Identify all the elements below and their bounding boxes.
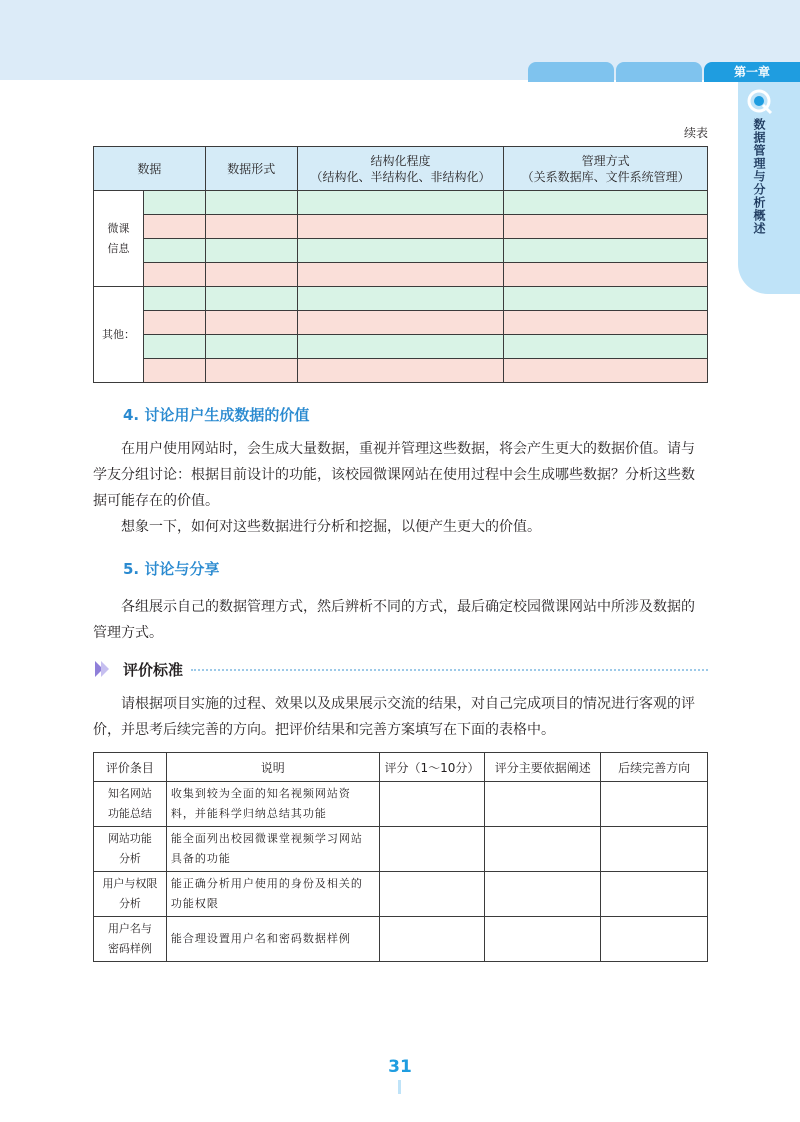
chapter-logo-icon xyxy=(746,88,774,116)
table-cell[interactable] xyxy=(504,311,708,335)
header-data: 数据 xyxy=(94,147,206,191)
table-cell[interactable] xyxy=(143,335,205,359)
basis-cell[interactable] xyxy=(485,827,601,872)
table-cell[interactable] xyxy=(143,263,205,287)
table-cell[interactable] xyxy=(205,287,297,311)
group-label-line: 微课 xyxy=(107,221,130,235)
evaluation-intro: 请根据项目实施的过程、效果以及成果展示交流的结果，对自己完成项目的情况进行客观的评价，并思考后续完善的方向。把评价结果和完善方案填写在下面的表格中。 xyxy=(93,696,695,738)
eval-item-line: 用户与权限 xyxy=(102,877,158,890)
section4-paragraph: 在用户使用网站时，会生成大量数据，重视并管理这些数据，将会产生更大的数据价值。请与学友分组讨论：根据目前设计的功能，该校园微课网站在使用过程中会生成哪些数据？分析这些数据可能存在的价值。 xyxy=(93,441,695,509)
eval-header-improve: 后续完善方向 xyxy=(601,753,708,782)
side-chapter-title: 数据管理与分析概述 xyxy=(752,118,766,235)
eval-header-basis: 评分主要依据阐述 xyxy=(485,753,601,782)
table-cell[interactable] xyxy=(297,191,504,215)
evaluation-title: 评价标准 xyxy=(123,661,184,679)
table-continue-label: 续表 xyxy=(683,126,708,140)
eval-item-line: 功能总结 xyxy=(107,807,152,820)
table-cell[interactable] xyxy=(297,311,504,335)
eval-item-line: 用户名与 xyxy=(107,922,152,935)
table-cell[interactable] xyxy=(205,335,297,359)
table-cell[interactable] xyxy=(504,359,708,383)
table-row xyxy=(94,782,708,827)
eval-header-score: 评分（1～10分） xyxy=(379,753,485,782)
basis-cell[interactable] xyxy=(485,872,601,917)
group-label-microcourse xyxy=(94,191,144,287)
table-cell[interactable] xyxy=(205,263,297,287)
table-cell[interactable] xyxy=(504,215,708,239)
header-structure-title: 结构化程度 xyxy=(370,153,431,168)
page-number: 31 xyxy=(388,1057,412,1077)
table-cell[interactable] xyxy=(297,215,504,239)
dotted-divider xyxy=(191,669,708,671)
group-label-line: 信息 xyxy=(107,241,130,255)
table-row xyxy=(94,872,708,917)
table-cell[interactable] xyxy=(143,239,205,263)
eval-item-line: 网站功能 xyxy=(107,832,152,845)
section4-paragraph2: 想象一下，如何对这些数据进行分析和挖掘，以便产生更大的价值。 xyxy=(121,519,541,535)
table-cell[interactable] xyxy=(143,311,205,335)
improve-cell[interactable] xyxy=(601,917,708,962)
section5-heading: 5. 讨论与分享 xyxy=(123,560,220,578)
page-number-bar xyxy=(398,1080,401,1094)
table-cell[interactable] xyxy=(143,287,205,311)
header-structure-note: （结构化、半结构化、非结构化） xyxy=(310,169,491,184)
table-cell[interactable] xyxy=(297,239,504,263)
header-management-note: （关系数据库、文件系统管理） xyxy=(521,169,690,184)
table-cell[interactable] xyxy=(297,263,504,287)
table-cell[interactable] xyxy=(205,239,297,263)
eval-item-name xyxy=(94,782,167,827)
table-cell[interactable] xyxy=(205,359,297,383)
improve-cell[interactable] xyxy=(601,782,708,827)
table-cell[interactable] xyxy=(297,287,504,311)
basis-cell[interactable] xyxy=(485,917,601,962)
header-structure xyxy=(297,147,504,191)
table-cell[interactable] xyxy=(297,335,504,359)
evaluation-header xyxy=(93,657,708,681)
table-cell[interactable] xyxy=(205,191,297,215)
table-cell[interactable] xyxy=(143,359,205,383)
eval-header-item: 评价条目 xyxy=(94,753,167,782)
evaluation-table xyxy=(93,752,708,962)
eval-item-desc: 能合理设置用户名和密码数据样例 xyxy=(166,917,379,962)
section4-heading: 4. 讨论用户生成数据的价值 xyxy=(123,406,310,424)
table-cell[interactable] xyxy=(143,191,205,215)
eval-item-name xyxy=(94,917,167,962)
table-cell[interactable] xyxy=(504,287,708,311)
table-row xyxy=(94,917,708,962)
eval-item-desc: 收集到较为全面的知名视频网站资料，并能科学归纳总结其功能 xyxy=(166,782,379,827)
table-cell[interactable] xyxy=(504,191,708,215)
table-cell[interactable] xyxy=(504,335,708,359)
group-label-line: 其他： xyxy=(101,327,135,341)
header-tab-decoration xyxy=(528,62,614,82)
score-cell[interactable] xyxy=(379,827,485,872)
chevron-right-icon xyxy=(93,659,113,679)
table-cell[interactable] xyxy=(205,311,297,335)
table-cell[interactable] xyxy=(205,215,297,239)
header-management xyxy=(504,147,708,191)
header-tab-decoration xyxy=(616,62,702,82)
score-cell[interactable] xyxy=(379,872,485,917)
improve-cell[interactable] xyxy=(601,827,708,872)
section5-paragraph: 各组展示自己的数据管理方式，然后辨析不同的方式，最后确定校园微课网站中所涉及数据的管理方式。 xyxy=(93,599,695,641)
eval-item-desc: 能全面列出校园微课堂视频学习网站具备的功能 xyxy=(166,827,379,872)
eval-item-line: 密码样例 xyxy=(107,942,152,955)
group-label-other xyxy=(94,287,144,383)
eval-item-line: 分析 xyxy=(118,897,141,910)
chapter-tab[interactable]: 第一章 xyxy=(704,62,800,82)
table-cell[interactable] xyxy=(504,239,708,263)
table-cell[interactable] xyxy=(297,359,504,383)
table-cell[interactable] xyxy=(504,263,708,287)
improve-cell[interactable] xyxy=(601,872,708,917)
data-management-table xyxy=(93,146,708,383)
eval-item-desc: 能正确分析用户使用的身份及相关的功能权限 xyxy=(166,872,379,917)
header-data-form: 数据形式 xyxy=(205,147,297,191)
eval-item-line: 知名网站 xyxy=(107,787,152,800)
score-cell[interactable] xyxy=(379,782,485,827)
header-management-title: 管理方式 xyxy=(581,153,630,168)
eval-item-name xyxy=(94,827,167,872)
eval-header-desc: 说明 xyxy=(166,753,379,782)
table-row xyxy=(94,827,708,872)
table-cell[interactable] xyxy=(143,215,205,239)
eval-item-line: 分析 xyxy=(118,852,141,865)
eval-item-name xyxy=(94,872,167,917)
score-cell[interactable] xyxy=(379,917,485,962)
basis-cell[interactable] xyxy=(485,782,601,827)
